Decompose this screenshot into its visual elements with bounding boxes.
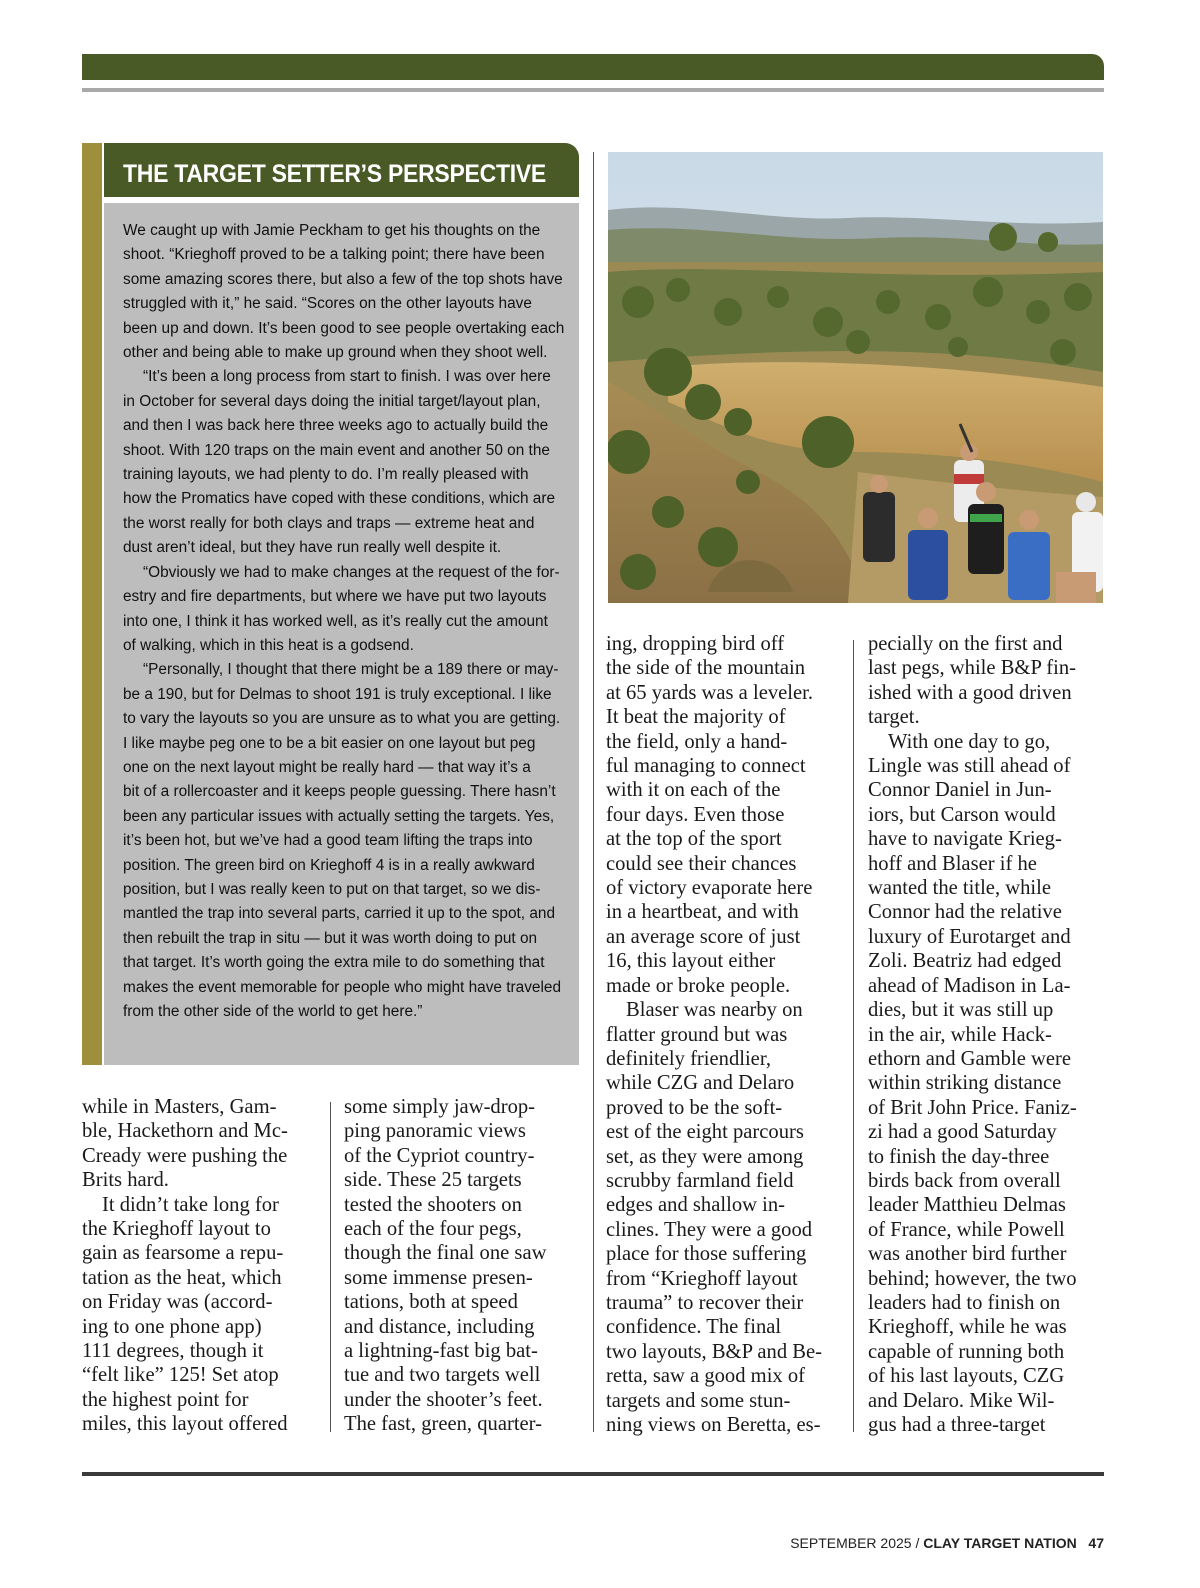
body-line: while CZG and Delaro: [606, 1072, 795, 1095]
body-line: of Brit John Price. Faniz-: [868, 1096, 1077, 1119]
body-line: two layouts, B&P and Be-: [606, 1340, 823, 1363]
body-line: the field, only a hand-: [606, 730, 788, 753]
body-line: some simply jaw-drop-: [344, 1096, 536, 1118]
body-line: last pegs, while B&P fin-: [868, 657, 1077, 680]
body-line: under the shooter’s feet.: [344, 1388, 543, 1411]
body-line: gus had a three-target: [868, 1414, 1046, 1436]
body-line: tations, both at speed: [344, 1291, 518, 1314]
sidebar-accent-bar: [82, 143, 102, 1065]
sidebar-line: makes the event memorable for people who might have traveled: [123, 978, 562, 996]
body-line: the highest point for: [82, 1388, 249, 1411]
sidebar-line: training layouts, we had plenty to do. I’m really pleased with: [123, 466, 529, 484]
body-line: an average score of just: [606, 925, 801, 948]
sidebar-line: bit of a rollercoaster and it keeps people guessing. There hasn’t: [123, 783, 556, 801]
body-line: luxury of Eurotarget and: [868, 925, 1071, 948]
body-line: within striking distance: [868, 1072, 1062, 1095]
body-line: tation as the heat, which: [82, 1266, 282, 1289]
body-line: confidence. The final: [606, 1316, 782, 1339]
sidebar-line: from the other side of the world to get here.”: [123, 1003, 423, 1020]
body-line: some immense presen-: [344, 1266, 533, 1289]
body-line: in a heartbeat, and with: [606, 901, 799, 924]
body-line: flatter ground but was: [606, 1023, 788, 1046]
footer-date: SEPTEMBER 2025 /: [790, 1535, 920, 1551]
body-line: definitely friendlier,: [606, 1047, 772, 1070]
body-line: ahead of Madison in La-: [868, 974, 1071, 997]
body-line: pecially on the first and: [868, 633, 1063, 655]
body-column-3: [606, 632, 846, 1437]
sidebar-line: the worst really for both clays and traps — extreme heat and: [123, 514, 535, 532]
body-line: Connor Daniel in Jun-: [868, 779, 1052, 802]
page-footer: [790, 1535, 1104, 1551]
sidebar-line: in October for several days doing the initial target/layout plan,: [123, 392, 541, 410]
sidebar-line: one on the next layout might be really hard — that way it’s a: [123, 758, 531, 776]
sidebar-line: been any particular issues with actually setting the targets. Yes,: [123, 807, 555, 825]
body-line: ing to one phone app): [82, 1315, 262, 1338]
body-line: four days. Even those: [606, 803, 785, 826]
body-line: ble, Hackethorn and Mc-: [82, 1120, 288, 1143]
body-line: edges and shallow in-: [606, 1194, 786, 1217]
sidebar-line: be a 190, but for Delmas to shoot 191 is truly exceptional. I like: [123, 685, 552, 703]
body-line: leaders had to finish on: [868, 1291, 1061, 1314]
body-line: clines. They were a good: [606, 1218, 813, 1241]
sidebar-paragraph: [123, 561, 563, 659]
body-line: ful managing to connect: [606, 755, 806, 778]
header-color-band: [82, 54, 1104, 80]
sidebar-line: that target. It’s worth going the extra mile to do something that: [123, 954, 545, 972]
body-line: was another bird further: [868, 1243, 1067, 1266]
body-line: proved to be the soft-: [606, 1096, 783, 1119]
body-line: scrubby farmland field: [606, 1169, 794, 1192]
body-line: ished with a good driven: [868, 681, 1072, 704]
body-line: With one day to go,: [888, 730, 1051, 753]
footer-magazine-name: CLAY TARGET NATION: [923, 1535, 1077, 1551]
sidebar-paragraph: [123, 365, 563, 560]
sidebar-paragraph: [123, 658, 563, 1024]
sidebar-line: other and being able to make up ground when they shoot well.: [123, 344, 548, 362]
sidebar-line: “It’s been a long process from start to finish. I was over here: [143, 368, 551, 386]
body-line: retta, saw a good mix of: [606, 1365, 806, 1388]
sidebar-line: position. The green bird on Krieghoff 4 is in a really awkward: [123, 856, 535, 874]
body-line: made or broke people.: [606, 974, 791, 997]
body-line: the Krieghoff layout to: [82, 1218, 271, 1241]
body-line: Connor had the relative: [868, 901, 1062, 924]
body-line: of victory evaporate here: [606, 877, 813, 900]
body-line: while in Masters, Gam-: [82, 1096, 277, 1118]
body-line: and Delaro. Mike Wil-: [868, 1389, 1055, 1412]
body-column-2: [344, 1095, 584, 1437]
body-line: set, as they were among: [606, 1145, 804, 1168]
body-line: and distance, including: [344, 1315, 535, 1338]
body-line: wanted the title, while: [868, 877, 1052, 900]
body-line: leader Matthieu Delmas: [868, 1194, 1066, 1217]
column-rule: [330, 1102, 331, 1432]
body-line: ethorn and Gamble were: [868, 1047, 1071, 1070]
body-line: ing, dropping bird off: [606, 633, 785, 655]
body-line: on Friday was (accord-: [82, 1291, 273, 1314]
body-line: targets and some stun-: [606, 1389, 791, 1412]
footer-rule: [82, 1472, 1104, 1476]
body-line: 111 degrees, though it: [82, 1340, 264, 1363]
body-line: It beat the majority of: [606, 706, 786, 729]
body-line: Blaser was nearby on: [626, 999, 803, 1022]
body-line: ning views on Beretta, es-: [606, 1414, 821, 1436]
body-line: Lingle was still ahead of: [868, 755, 1071, 778]
sidebar-line: estry and fire departments, but where we have put two layouts: [123, 588, 547, 606]
body-column-4: [868, 632, 1104, 1437]
body-line: “felt like” 125! Set atop: [82, 1364, 279, 1387]
body-line: The fast, green, quarter-: [344, 1413, 542, 1436]
sidebar-line: then rebuilt the trap in situ — but it was worth doing to put on: [123, 929, 538, 947]
body-line: Zoli. Beatriz had edged: [868, 950, 1062, 973]
body-line: though the final one saw: [344, 1242, 547, 1265]
body-line: trauma” to recover their: [606, 1291, 804, 1314]
body-line: zi had a good Saturday: [868, 1121, 1057, 1144]
body-line: side. These 25 targets: [344, 1169, 522, 1192]
column-rule: [853, 640, 854, 1432]
body-line: birds back from overall: [868, 1169, 1061, 1192]
body-line: of his last layouts, CZG: [868, 1365, 1065, 1388]
body-column-1: [82, 1095, 322, 1437]
body-line: tue and two targets well: [344, 1364, 541, 1387]
sidebar-title: THE TARGET SETTER’S PERSPECTIVE: [123, 160, 546, 188]
sidebar-line: of walking, which in this heat is a godsend.: [123, 636, 414, 654]
body-line: iors, but Carson would: [868, 803, 1056, 826]
body-line: 16, this layout either: [606, 950, 776, 973]
sidebar-line: been up and down. It’s been good to see people overtaking each: [123, 319, 565, 337]
body-line: at the top of the sport: [606, 828, 782, 851]
body-line: ping panoramic views: [344, 1120, 526, 1143]
sidebar-line: “Personally, I thought that there might be a 189 there or may-: [143, 661, 559, 679]
body-line: Brits hard.: [82, 1169, 169, 1192]
body-line: have to navigate Krieg-: [868, 828, 1062, 851]
body-line: behind; however, the two: [868, 1267, 1077, 1290]
sidebar-paragraph: [123, 219, 563, 365]
sidebar-line: into one, I think it has worked well, as it’s really cut the amount: [123, 612, 548, 630]
body-line: tested the shooters on: [344, 1193, 522, 1216]
body-line: hoff and Blaser if he: [868, 852, 1037, 875]
body-line: dies, but it was still up: [868, 999, 1054, 1022]
body-line: each of the four pegs,: [344, 1218, 522, 1241]
body-line: capable of running both: [868, 1340, 1065, 1363]
sidebar-line: it’s been hot, but we’ve had a good team lifting the traps into: [123, 832, 533, 850]
body-line: est of the eight parcours: [606, 1121, 804, 1144]
body-line: target.: [868, 706, 920, 729]
body-line: of France, while Powell: [868, 1218, 1065, 1241]
body-line: miles, this layout offered: [82, 1413, 288, 1436]
body-line: at 65 yards was a leveler.: [606, 681, 814, 704]
sidebar-line: mantled the trap into several parts, carried it up to the spot, and: [123, 905, 556, 923]
page-number: 47: [1088, 1535, 1104, 1551]
body-line: It didn’t take long for: [102, 1193, 279, 1216]
sidebar-body-text: [123, 219, 563, 1024]
body-line: of the Cypriot country-: [344, 1144, 535, 1167]
sidebar-line: some amazing scores there, but also a few of the top shots have: [123, 270, 563, 288]
body-line: gain as fearsome a repu-: [82, 1242, 284, 1265]
body-line: in the air, while Hack-: [868, 1023, 1052, 1046]
body-line: to finish the day-three: [868, 1145, 1050, 1168]
body-line: with it on each of the: [606, 779, 781, 802]
shooting-ground-photo: [608, 152, 1103, 603]
sidebar-line: to vary the layouts so you are unsure as to what you are getting.: [123, 710, 561, 728]
sidebar-line: struggled with it,” he said. “Scores on the other layouts have: [123, 295, 532, 313]
sidebar-line: and then I was back here three weeks ago to actually build the: [123, 417, 549, 435]
sidebar-line: how the Promatics have coped with these conditions, which are: [123, 490, 556, 508]
sidebar-line: shoot. With 120 traps on the main event and another 50 on the: [123, 441, 550, 459]
body-line: could see their chances: [606, 852, 797, 875]
sidebar-line: dust aren’t ideal, but they have run really well despite it.: [123, 539, 502, 557]
sidebar-line: “Obviously we had to make changes at the request of the for-: [143, 563, 560, 581]
sidebar-line: I like maybe peg one to be a bit easier on one layout but peg: [123, 734, 536, 752]
sidebar-line: We caught up with Jamie Peckham to get his thoughts on the: [123, 222, 541, 239]
body-line: a lightning-fast big bat-: [344, 1340, 538, 1363]
body-line: Cready were pushing the: [82, 1144, 288, 1167]
sidebar-line: shoot. “Krieghoff proved to be a talking point; there have been: [123, 246, 545, 264]
body-line: the side of the mountain: [606, 657, 806, 680]
body-line: Krieghoff, while he was: [868, 1316, 1067, 1339]
column-rule: [593, 152, 594, 1432]
body-line: from “Krieghoff layout: [606, 1267, 798, 1290]
sidebar-line: position, but I was really keen to put on that target, so we dis-: [123, 880, 541, 898]
body-line: place for those suffering: [606, 1243, 807, 1266]
header-rule: [82, 88, 1104, 92]
